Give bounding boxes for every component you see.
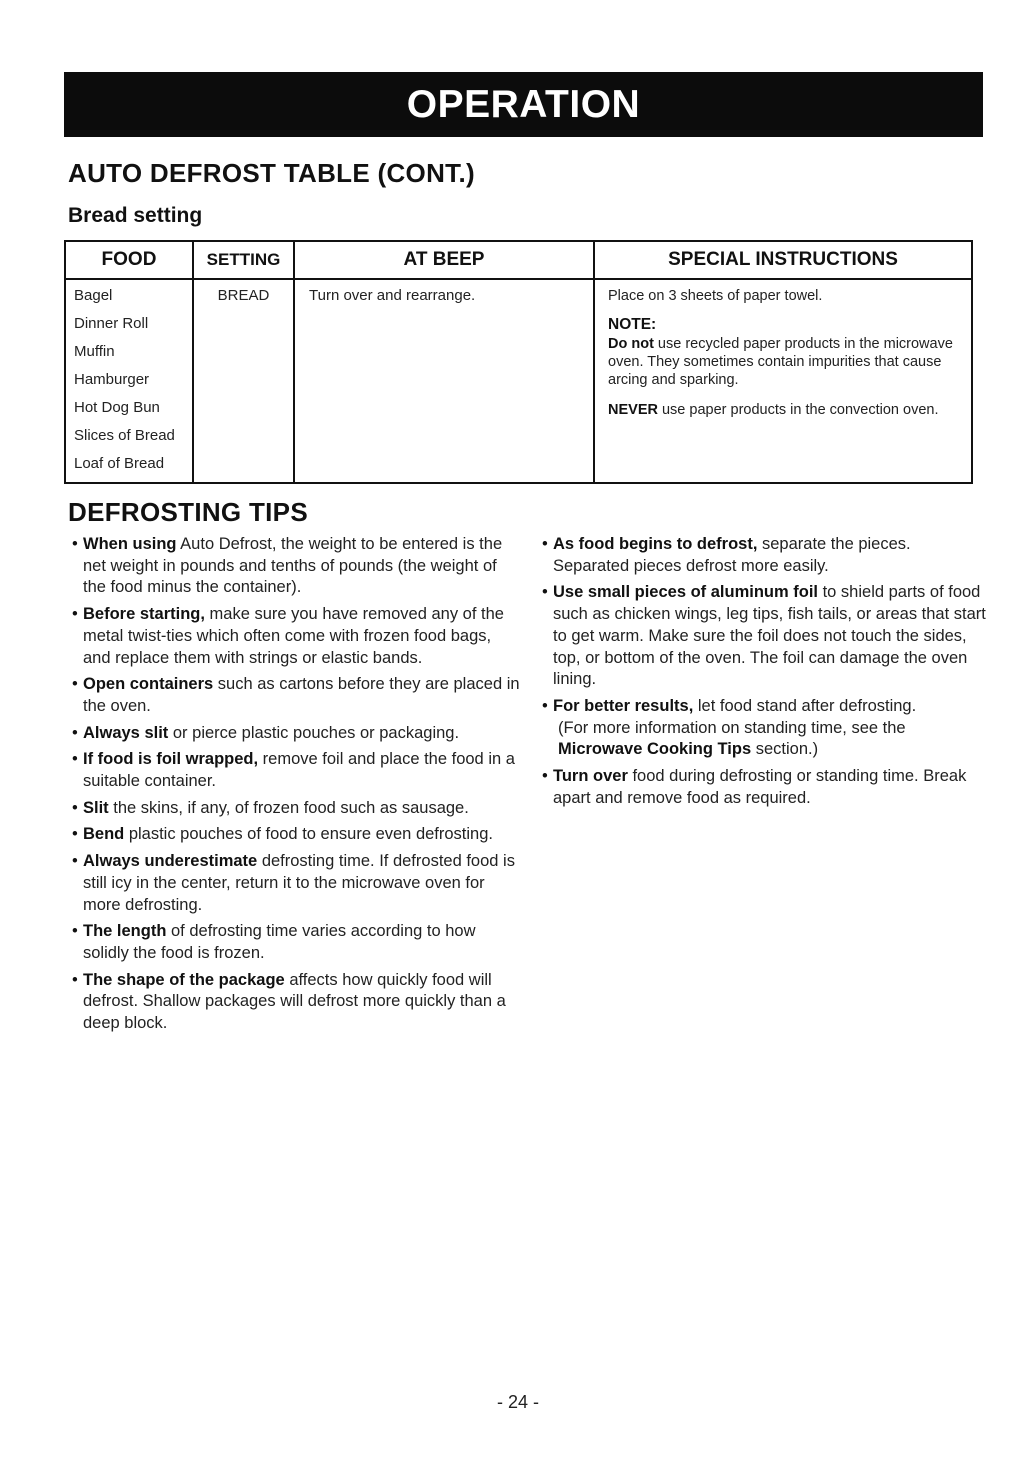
table-row — [65, 279, 972, 483]
bullet-icon: • — [72, 922, 78, 941]
instruction-paper-towel: Place on 3 sheets of paper towel. — [608, 288, 823, 304]
tip-subnote — [553, 718, 990, 761]
list-item — [72, 921, 520, 964]
bullet-icon: • — [72, 723, 78, 742]
auto-defrost-table-title: AUTO DEFROST TABLE (CONT.) — [68, 158, 475, 188]
never-bold: NEVER — [608, 402, 658, 418]
tip-bold: As food begins to defrost, — [553, 535, 758, 553]
tip-text: remove foil and place the food in a suitable container. — [83, 750, 515, 791]
list-item — [72, 798, 520, 820]
note-label: NOTE: — [608, 316, 657, 333]
list-item — [72, 824, 520, 846]
note-text — [608, 335, 963, 389]
note-body: use recycled paper products in the microwave oven. They sometimes contain impurities that cause arcing and sparking. — [608, 336, 953, 388]
tip-text: plastic pouches of food to ensure even defrosting. — [124, 825, 493, 844]
bread-setting-subtitle: Bread setting — [68, 204, 203, 227]
subnote-text: (For more information on standing time, see the — [558, 718, 906, 737]
list-item: Loaf of Bread — [74, 455, 165, 472]
bullet-icon: • — [72, 750, 78, 769]
operation-banner: OPERATION — [64, 72, 983, 137]
never-body: use paper products in the convection oven. — [657, 402, 939, 418]
tip-text: such as cartons before they are placed in the oven. — [83, 675, 520, 715]
defrosting-tips-title: DEFROSTING TIPS — [68, 497, 308, 527]
tip-text: separate the pieces. Separated pieces defrost more easily. — [553, 535, 911, 575]
tip-bold: When using — [83, 535, 177, 553]
tip-text: make sure you have removed any of the metal twist-ties which often come with frozen food bags, and replace them with strings or elastic bands. — [83, 605, 504, 667]
subnote-bold: Microwave Cooking Tips — [558, 740, 752, 759]
special-instructions-cell — [594, 279, 972, 483]
at-beep-cell: Turn over and rearrange. — [294, 279, 594, 483]
bullet-icon: • — [72, 970, 78, 989]
bullet-icon: • — [72, 675, 78, 694]
list-item — [72, 851, 520, 916]
list-item — [72, 749, 520, 792]
tip-bold: Before starting, — [83, 605, 205, 624]
never-text — [608, 401, 963, 419]
tip-text: to shield parts of food such as chicken wings, leg tips, fish tails, or areas that start to get warm. Make sure the foil does not touch the sides, top, or bottom of the oven. The foil can damage the oven lining. — [553, 583, 986, 689]
list-item — [72, 674, 520, 717]
header-at-beep: AT BEEP — [294, 241, 594, 279]
tip-bold: Bend — [83, 825, 125, 844]
list-item — [72, 604, 520, 669]
tips-left-column — [72, 534, 520, 1040]
tip-text: or pierce plastic pouches or packaging. — [168, 723, 460, 742]
bullet-icon: • — [72, 798, 78, 817]
list-item — [542, 582, 990, 691]
tip-bold: If food is foil wrapped, — [83, 750, 259, 769]
tip-bold: Always slit — [83, 723, 169, 742]
page-number: - 24 - — [496, 1392, 539, 1412]
list-item — [72, 970, 520, 1035]
bullet-icon: • — [72, 605, 78, 624]
tip-bold: Always underestimate — [83, 852, 258, 871]
tip-bold: Slit — [83, 798, 109, 817]
setting-cell: BREAD — [193, 279, 294, 483]
tip-bold: Turn over — [553, 767, 628, 786]
list-item: Dinner Roll — [74, 315, 149, 332]
list-item: Slices of Bread — [74, 427, 175, 444]
list-item: Hamburger — [74, 371, 150, 388]
bullet-icon: • — [542, 583, 548, 602]
tip-bold: For better results, — [553, 696, 694, 715]
tip-text: affects how quickly food will defrost. Shallow packages will defrost more quickly than a deep block. — [83, 970, 506, 1033]
header-food: FOOD — [65, 241, 193, 279]
tip-text: the skins, if any, of frozen food such as sausage. — [108, 798, 469, 817]
bullet-icon: • — [72, 852, 78, 871]
note-bold: Do not — [608, 336, 654, 352]
list-item — [542, 766, 990, 809]
bullet-icon: • — [72, 825, 78, 844]
list-item: Muffin — [74, 343, 115, 360]
tip-text: let food stand after defrosting. — [693, 696, 917, 715]
bullet-icon: • — [542, 696, 548, 715]
list-item — [72, 723, 520, 745]
tip-bold: Open containers — [83, 675, 214, 694]
subnote-end: section.) — [751, 740, 819, 759]
food-cell — [65, 279, 193, 483]
list-item — [542, 534, 990, 577]
table-header-row — [65, 241, 972, 279]
header-special-instructions: SPECIAL INSTRUCTIONS — [594, 241, 972, 279]
bread-defrost-table — [64, 240, 973, 484]
bullet-icon: • — [542, 535, 548, 553]
tip-text: defrosting time. If defrosted food is still icy in the center, return it to the microwave oven for more defrosting. — [83, 852, 515, 914]
tip-text: Auto Defrost, the weight to be entered is the net weight in pounds and tenths of pounds (the weight of the food minus the container). — [83, 535, 503, 597]
list-item: Bagel — [74, 287, 113, 304]
tip-bold: Use small pieces of aluminum foil — [553, 583, 818, 602]
bullet-icon: • — [72, 535, 78, 553]
list-item: Hot Dog Bun — [74, 399, 160, 416]
header-setting: SETTING — [193, 241, 294, 279]
list-item — [542, 696, 990, 761]
tip-text: of defrosting time varies according to how solidly the food is frozen. — [83, 922, 476, 962]
tips-right-column — [542, 534, 990, 814]
list-item — [72, 534, 520, 599]
bullet-icon: • — [542, 767, 548, 786]
food-list — [66, 280, 192, 482]
tip-bold: The length — [83, 922, 167, 941]
tip-bold: The shape of the package — [83, 970, 285, 989]
tip-text: food during defrosting or standing time. Break apart and remove food as required. — [553, 767, 967, 807]
